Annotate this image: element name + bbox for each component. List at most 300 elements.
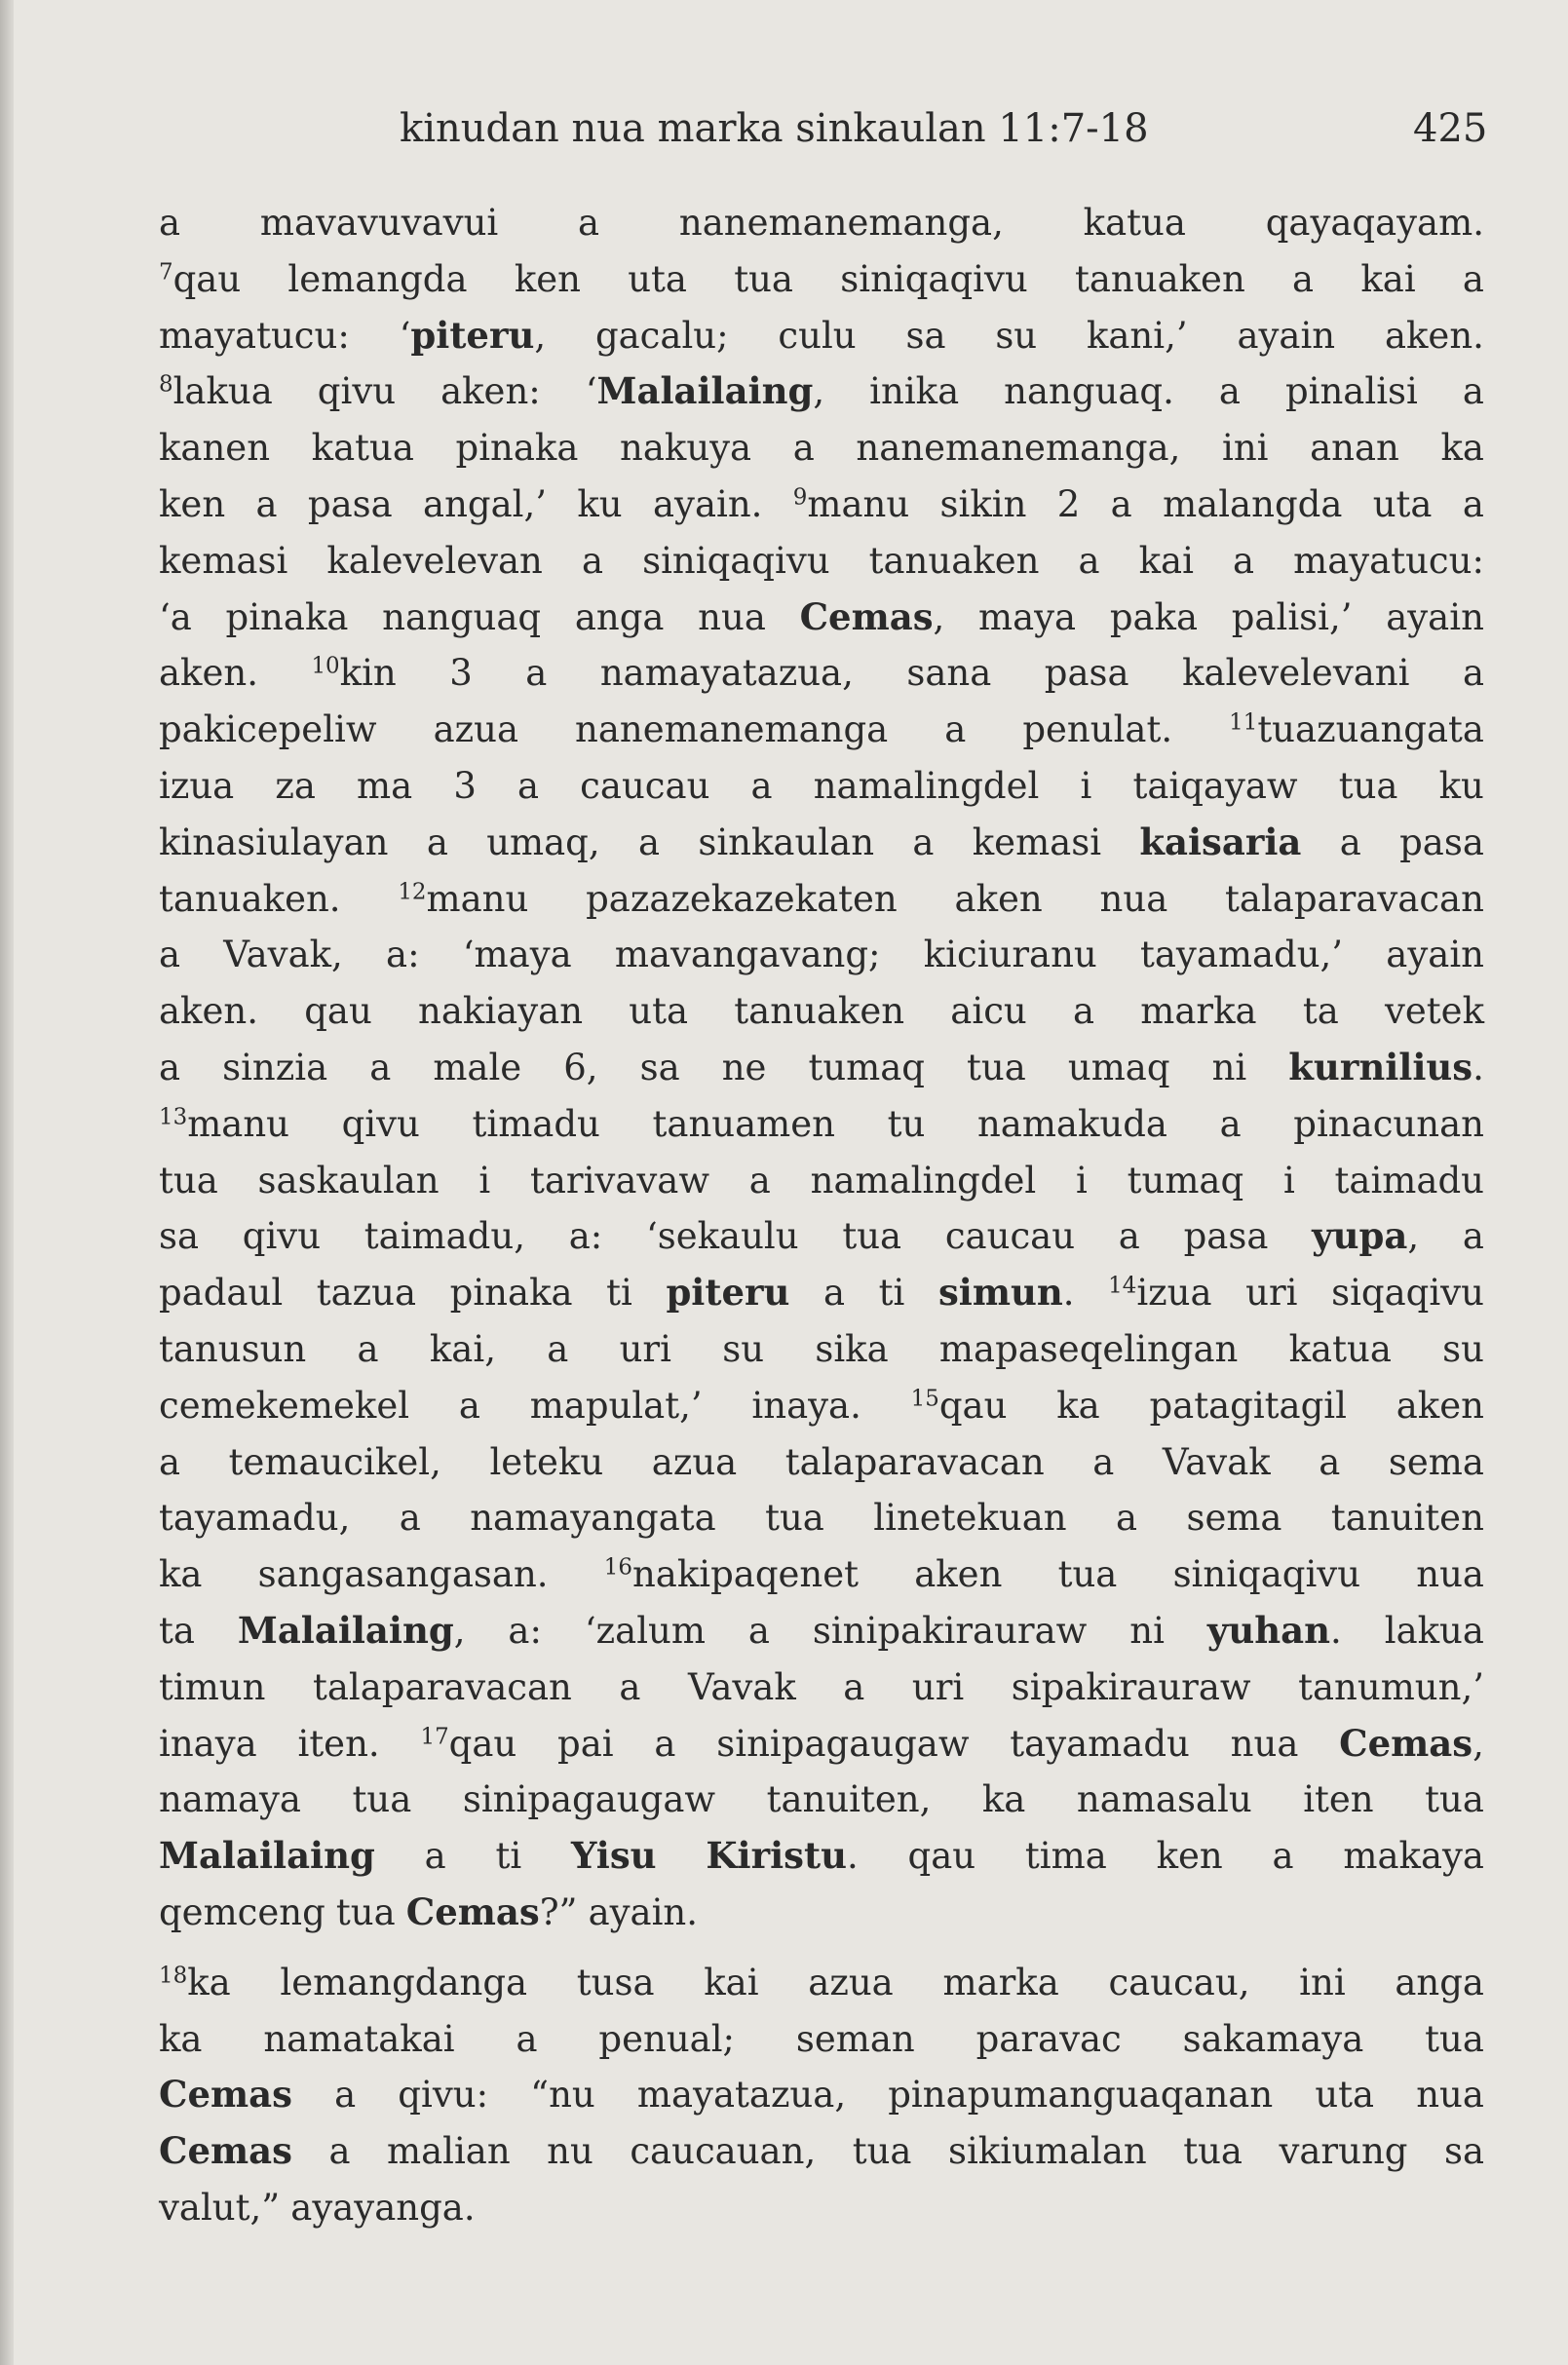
word: kemasi	[972, 820, 1102, 863]
word: i	[1080, 764, 1092, 807]
word: taimadu	[1334, 1159, 1484, 1202]
word: maya	[978, 595, 1077, 638]
word: taiqayaw	[1132, 764, 1298, 807]
word: qayaqayam.	[1265, 202, 1484, 244]
word: ku	[1438, 764, 1484, 807]
word: i	[478, 1159, 491, 1202]
word: a:	[508, 1609, 542, 1652]
text-line	[159, 1434, 1484, 1491]
text-line	[159, 308, 1484, 364]
word: namayangata	[470, 1497, 716, 1540]
word: sana	[906, 652, 992, 695]
text-line	[159, 2011, 1484, 2068]
word: a	[1462, 257, 1484, 300]
text-line	[159, 2180, 1484, 2236]
word: $^{13}$manu	[159, 1102, 289, 1145]
word: 3	[453, 764, 477, 807]
word: a	[369, 1046, 392, 1088]
word: saskaulan	[257, 1159, 440, 1202]
word: sinipagaugaw	[462, 1778, 716, 1821]
word: kai,	[429, 1327, 496, 1370]
word: qau	[304, 990, 372, 1033]
word: Vavak	[688, 1665, 796, 1708]
word: aken	[954, 877, 1043, 920]
text-line	[159, 1321, 1484, 1378]
word: tua	[1425, 2017, 1484, 2060]
word: namalingdel	[810, 1159, 1037, 1202]
word: malangda	[1163, 482, 1343, 525]
word: ‘Malailaing,	[585, 369, 825, 413]
word: sikiumalan	[947, 2130, 1147, 2173]
word: mavavuvavui	[259, 202, 499, 244]
word: tanuiten	[1330, 1497, 1484, 1540]
text-line	[159, 1153, 1484, 1209]
text-line	[159, 1659, 1484, 1716]
text-line	[159, 533, 1484, 590]
word: a	[912, 820, 935, 863]
word: nua	[1416, 1553, 1484, 1596]
word: valut,”	[159, 2186, 281, 2229]
word: katua	[1288, 1327, 1392, 1370]
word: ni	[1211, 1046, 1247, 1088]
word: ini	[1221, 427, 1269, 470]
word: sinkaulan	[698, 820, 875, 863]
text-line	[159, 1208, 1484, 1265]
word: uta	[629, 990, 689, 1033]
word: uri	[1245, 1272, 1298, 1315]
word: Cemas,	[1339, 1721, 1484, 1765]
word: ayain	[1386, 595, 1484, 638]
text-line	[159, 2123, 1484, 2180]
word: pinaka	[455, 427, 579, 470]
text-line	[159, 1772, 1484, 1828]
word: ti	[606, 1272, 632, 1315]
word: sakamaya	[1182, 2017, 1364, 2060]
word: tanumun,’	[1298, 1665, 1484, 1708]
word: ‘sekaulu	[645, 1215, 799, 1258]
word: nua	[1416, 2074, 1484, 2117]
word: sika	[815, 1327, 889, 1370]
word: piteru	[666, 1271, 790, 1315]
word: a	[1339, 820, 1361, 863]
word: sa	[905, 314, 946, 357]
word: Kiristu.	[706, 1834, 859, 1878]
word: a	[792, 427, 815, 470]
word: uri	[911, 1665, 965, 1708]
word: talaparavacan	[1225, 877, 1484, 920]
word: $^{14}$izua	[1108, 1272, 1212, 1315]
word: a	[1462, 482, 1484, 525]
word: katua	[311, 427, 414, 470]
word: a:	[386, 934, 420, 976]
word: tua	[765, 1497, 824, 1540]
word: $^{10}$kin	[311, 652, 397, 695]
word: namasalu	[1076, 1778, 1252, 1821]
word: namakuda	[976, 1102, 1167, 1145]
word: aken.	[1384, 314, 1484, 357]
word: a	[159, 1046, 181, 1088]
word: namalingdel	[813, 764, 1040, 807]
word: a	[619, 1665, 641, 1708]
word: kani,’	[1086, 314, 1188, 357]
word: sema	[1186, 1497, 1282, 1540]
text-line	[159, 251, 1484, 308]
word: tanuaken	[734, 990, 905, 1033]
word: kalevelevan	[326, 539, 543, 582]
word: kinasiulayan	[159, 820, 389, 863]
text-line	[159, 1096, 1484, 1153]
word: timun	[159, 1665, 266, 1708]
word: tumaq	[808, 1046, 925, 1088]
word: a	[1233, 539, 1255, 582]
word: tanuaken.	[159, 877, 341, 920]
word: tazua	[316, 1272, 417, 1315]
text-line	[159, 702, 1484, 758]
word: a	[159, 1440, 181, 1483]
word: tua	[352, 1778, 412, 1821]
word: 2	[1056, 482, 1081, 525]
word: ka	[159, 2017, 203, 2060]
word: Cemas	[159, 2073, 292, 2117]
word: aken.	[159, 990, 258, 1033]
word: sikin	[939, 482, 1027, 525]
word: culu	[778, 314, 857, 357]
text-line	[159, 871, 1484, 928]
word: ayain	[1237, 314, 1336, 357]
page-spine-edge	[0, 0, 14, 2365]
word: azua	[808, 1961, 894, 2003]
page-header	[0, 99, 1568, 158]
word: tima	[1024, 1835, 1107, 1878]
text-line	[159, 1546, 1484, 1603]
word: pai	[557, 1722, 614, 1765]
word: a	[750, 764, 773, 807]
page-number: 425	[1413, 106, 1488, 151]
word: nanemanemanga,	[678, 202, 1004, 244]
word: sa	[1443, 2130, 1484, 2173]
word: a	[458, 1384, 480, 1427]
word: su	[1442, 1327, 1484, 1370]
word: caucauan,	[630, 2130, 817, 2173]
word: tua	[734, 257, 793, 300]
word: aken.	[159, 652, 258, 695]
text-line	[159, 420, 1484, 477]
word: a	[822, 1272, 846, 1315]
word: a:	[568, 1215, 603, 1258]
word: ‘zalum	[584, 1609, 706, 1652]
word: a	[357, 1327, 379, 1370]
word: 6,	[563, 1046, 598, 1088]
word: aken	[914, 1553, 1003, 1596]
word: $^{11}$tuazuangata	[1229, 708, 1484, 751]
word: palisi,’	[1231, 595, 1353, 638]
word: aken:	[440, 370, 541, 413]
word: i	[1282, 1159, 1295, 1202]
word: nua	[698, 595, 766, 638]
word: sema	[1388, 1440, 1484, 1483]
word: qivu	[341, 1102, 420, 1145]
word: kai	[1138, 539, 1194, 582]
word: malian	[386, 2130, 511, 2173]
word: Yisu	[571, 1834, 657, 1878]
word: anan	[1310, 427, 1399, 470]
word: pasa	[1399, 820, 1484, 863]
word: tayamadu	[1010, 1722, 1190, 1765]
word: ayain.	[652, 482, 763, 525]
word: sinzia	[222, 1046, 328, 1088]
word: qivu	[242, 1215, 322, 1258]
word: mapaseqelingan	[938, 1327, 1239, 1370]
word: lemangda	[287, 257, 468, 300]
word: a	[328, 2130, 351, 2173]
word: tanuaken	[868, 539, 1040, 582]
word: Cemas,	[799, 594, 945, 638]
paragraph-gap	[159, 1941, 1484, 1955]
word: tua	[1183, 2130, 1243, 2173]
word: ayain.	[588, 1890, 699, 1933]
word: tanuaken	[1074, 257, 1245, 300]
text-line	[159, 758, 1484, 815]
word: talaparavacan	[312, 1665, 572, 1708]
text-line	[159, 477, 1484, 533]
word: pasa	[1183, 1215, 1269, 1258]
word: a	[1292, 257, 1315, 300]
word: paravac	[975, 2017, 1122, 2060]
word: kai	[1360, 257, 1416, 300]
word: ni	[1129, 1609, 1165, 1652]
word: nanguaq	[382, 595, 542, 638]
text-line	[159, 1378, 1484, 1434]
word: sipakirauraw	[1011, 1665, 1251, 1708]
word: a	[426, 820, 448, 863]
word: pinalisi	[1284, 370, 1418, 413]
word: seman	[795, 2017, 915, 2060]
word: a	[1118, 1215, 1140, 1258]
word: temaucikel,	[228, 1440, 441, 1483]
text-line	[159, 1490, 1484, 1546]
word: siqaqivu	[1331, 1272, 1484, 1315]
word: ti	[495, 1835, 522, 1878]
word: pinapumanguaqanan	[888, 2074, 1274, 2117]
word: ne	[721, 1046, 767, 1088]
word: siniqaqivu	[840, 257, 1028, 300]
word: tarivavaw	[529, 1159, 710, 1202]
word: taimadu,	[363, 1215, 525, 1258]
text-line	[159, 1716, 1484, 1773]
word: yuhan.	[1206, 1608, 1342, 1652]
word: tumaq	[1127, 1159, 1244, 1202]
text-line	[159, 195, 1484, 251]
text-line	[159, 1265, 1484, 1321]
word: lemangdanga	[280, 1961, 528, 2003]
word: namayatazua,	[599, 652, 854, 695]
word: a	[578, 202, 600, 244]
word: namaya	[159, 1778, 301, 1821]
word: mayatazua,	[636, 2074, 847, 2117]
word: a	[159, 202, 181, 244]
word: qau	[907, 1835, 976, 1878]
word: i	[1076, 1159, 1088, 1202]
word: kanen	[159, 427, 271, 470]
text-line	[159, 590, 1484, 646]
word: sa	[159, 1215, 200, 1258]
word: pazazekazekaten	[586, 877, 898, 920]
word: qivu	[317, 370, 397, 413]
word: sinipakirauraw	[812, 1609, 1088, 1652]
word: pinacunan	[1293, 1102, 1484, 1145]
text-line	[159, 2067, 1484, 2123]
word: pinaka	[225, 595, 349, 638]
word: mapulat,’	[529, 1384, 703, 1427]
word: talaparavacan	[784, 1440, 1045, 1483]
word: su	[995, 314, 1038, 357]
word: siniqaqivu	[642, 539, 830, 582]
word: katua	[1083, 202, 1186, 244]
word: tua	[842, 1215, 902, 1258]
word: vetek	[1385, 990, 1484, 1033]
word: caucau,	[1108, 1961, 1250, 2003]
word: a	[525, 652, 548, 695]
text-line	[159, 1955, 1484, 2011]
word: Malailaing,	[237, 1608, 466, 1652]
word: $^{12}$manu	[398, 877, 529, 920]
word: ka	[981, 1778, 1026, 1821]
word: anga	[574, 595, 665, 638]
word: lakua	[1384, 1609, 1484, 1652]
word: ka	[159, 1553, 203, 1596]
word: timadu	[472, 1102, 600, 1145]
running-title: kinudan nua marka sinkaulan 11:7-18	[400, 106, 1149, 151]
word: siniqaqivu	[1172, 1553, 1361, 1596]
word: angal,’	[423, 482, 548, 525]
word: a	[1319, 1440, 1341, 1483]
word: aicu	[950, 990, 1027, 1033]
word: a	[654, 1722, 676, 1765]
word: pasa	[307, 482, 393, 525]
word: inaya	[159, 1722, 257, 1765]
word: mayatucu:	[159, 314, 350, 357]
word: simun.	[937, 1271, 1075, 1315]
word: a	[1078, 539, 1100, 582]
word: iten.	[297, 1722, 380, 1765]
word: azua	[651, 1440, 738, 1483]
word: a	[255, 482, 278, 525]
word: sangasangasan.	[257, 1553, 549, 1596]
word: a	[637, 820, 661, 863]
word: umaq	[1067, 1046, 1170, 1088]
word: $^7$qau	[159, 257, 242, 300]
word: “nu	[530, 2074, 595, 2117]
word: za	[275, 764, 316, 807]
word: sinipagaugaw	[716, 1722, 970, 1765]
word: a	[334, 2074, 357, 2117]
word: nua	[1099, 877, 1168, 920]
word: nakiayan	[418, 990, 584, 1033]
word: sa	[639, 1046, 680, 1088]
word: caucau	[580, 764, 710, 807]
word: qivu:	[398, 2074, 489, 2117]
text-line	[159, 815, 1484, 871]
word: a	[516, 2017, 538, 2060]
word: a	[1462, 1215, 1484, 1258]
word: kemasi	[159, 539, 288, 582]
word: ka	[1056, 1384, 1100, 1427]
word: a	[424, 1835, 446, 1878]
word: uta	[1372, 482, 1433, 525]
word: caucau	[944, 1215, 1076, 1258]
word: ‘a	[159, 595, 192, 638]
text-line	[159, 983, 1484, 1040]
word: tua	[1425, 1778, 1484, 1821]
word: ta	[1302, 990, 1339, 1033]
word: uta	[628, 257, 687, 300]
word: Vavak,	[223, 934, 343, 976]
word: nanguaq.	[1004, 370, 1174, 413]
word: su	[722, 1327, 765, 1370]
word: $^{15}$qau	[910, 1384, 1008, 1427]
word: penulat.	[1022, 708, 1173, 751]
word: ken	[514, 257, 581, 300]
word: a	[516, 764, 540, 807]
word: a	[581, 539, 604, 582]
word: ma	[357, 764, 413, 807]
body-text	[159, 195, 1484, 2236]
word: kalevelevani	[1182, 652, 1410, 695]
word: Cemas	[159, 2129, 292, 2173]
word: a	[1462, 370, 1484, 413]
word: a	[1092, 1440, 1115, 1483]
word: tanusun	[159, 1327, 307, 1370]
word: mavangavang;	[614, 934, 881, 976]
word: linetekuan	[873, 1497, 1067, 1540]
word: inika	[869, 370, 960, 413]
word: pinaka	[449, 1272, 573, 1315]
word: a	[1462, 652, 1484, 695]
word: marka	[1140, 990, 1257, 1033]
word: ‘piteru,	[399, 313, 547, 357]
word: ken	[159, 482, 226, 525]
word: qemceng	[159, 1890, 325, 1933]
text-line	[159, 363, 1484, 420]
word: paka	[1109, 595, 1199, 638]
word: nua	[1230, 1722, 1299, 1765]
word: kai	[704, 1961, 759, 2003]
word: ku	[577, 482, 623, 525]
word: tua	[159, 1159, 218, 1202]
word: ken	[1156, 1835, 1223, 1878]
word: pasa	[1044, 652, 1129, 695]
word: azua	[433, 708, 519, 751]
text-line	[159, 1885, 1484, 1941]
word: tua	[1338, 764, 1398, 807]
word: nu	[547, 2130, 593, 2173]
word: Vavak	[1162, 1440, 1271, 1483]
word: a	[1115, 1497, 1138, 1540]
word: nanemanemanga	[575, 708, 889, 751]
word: uri	[619, 1327, 671, 1370]
word: a	[159, 934, 181, 976]
text-line	[159, 1828, 1484, 1885]
word: tayamadu,’	[1139, 934, 1344, 976]
word: cemekemekel	[159, 1384, 410, 1427]
text-line	[159, 1603, 1484, 1659]
word: izua	[159, 764, 235, 807]
word: nanemanemanga,	[856, 427, 1181, 470]
word: a	[547, 1327, 569, 1370]
word: tua	[852, 2130, 912, 2173]
word: a	[1072, 990, 1095, 1033]
word: umaq,	[486, 820, 600, 863]
